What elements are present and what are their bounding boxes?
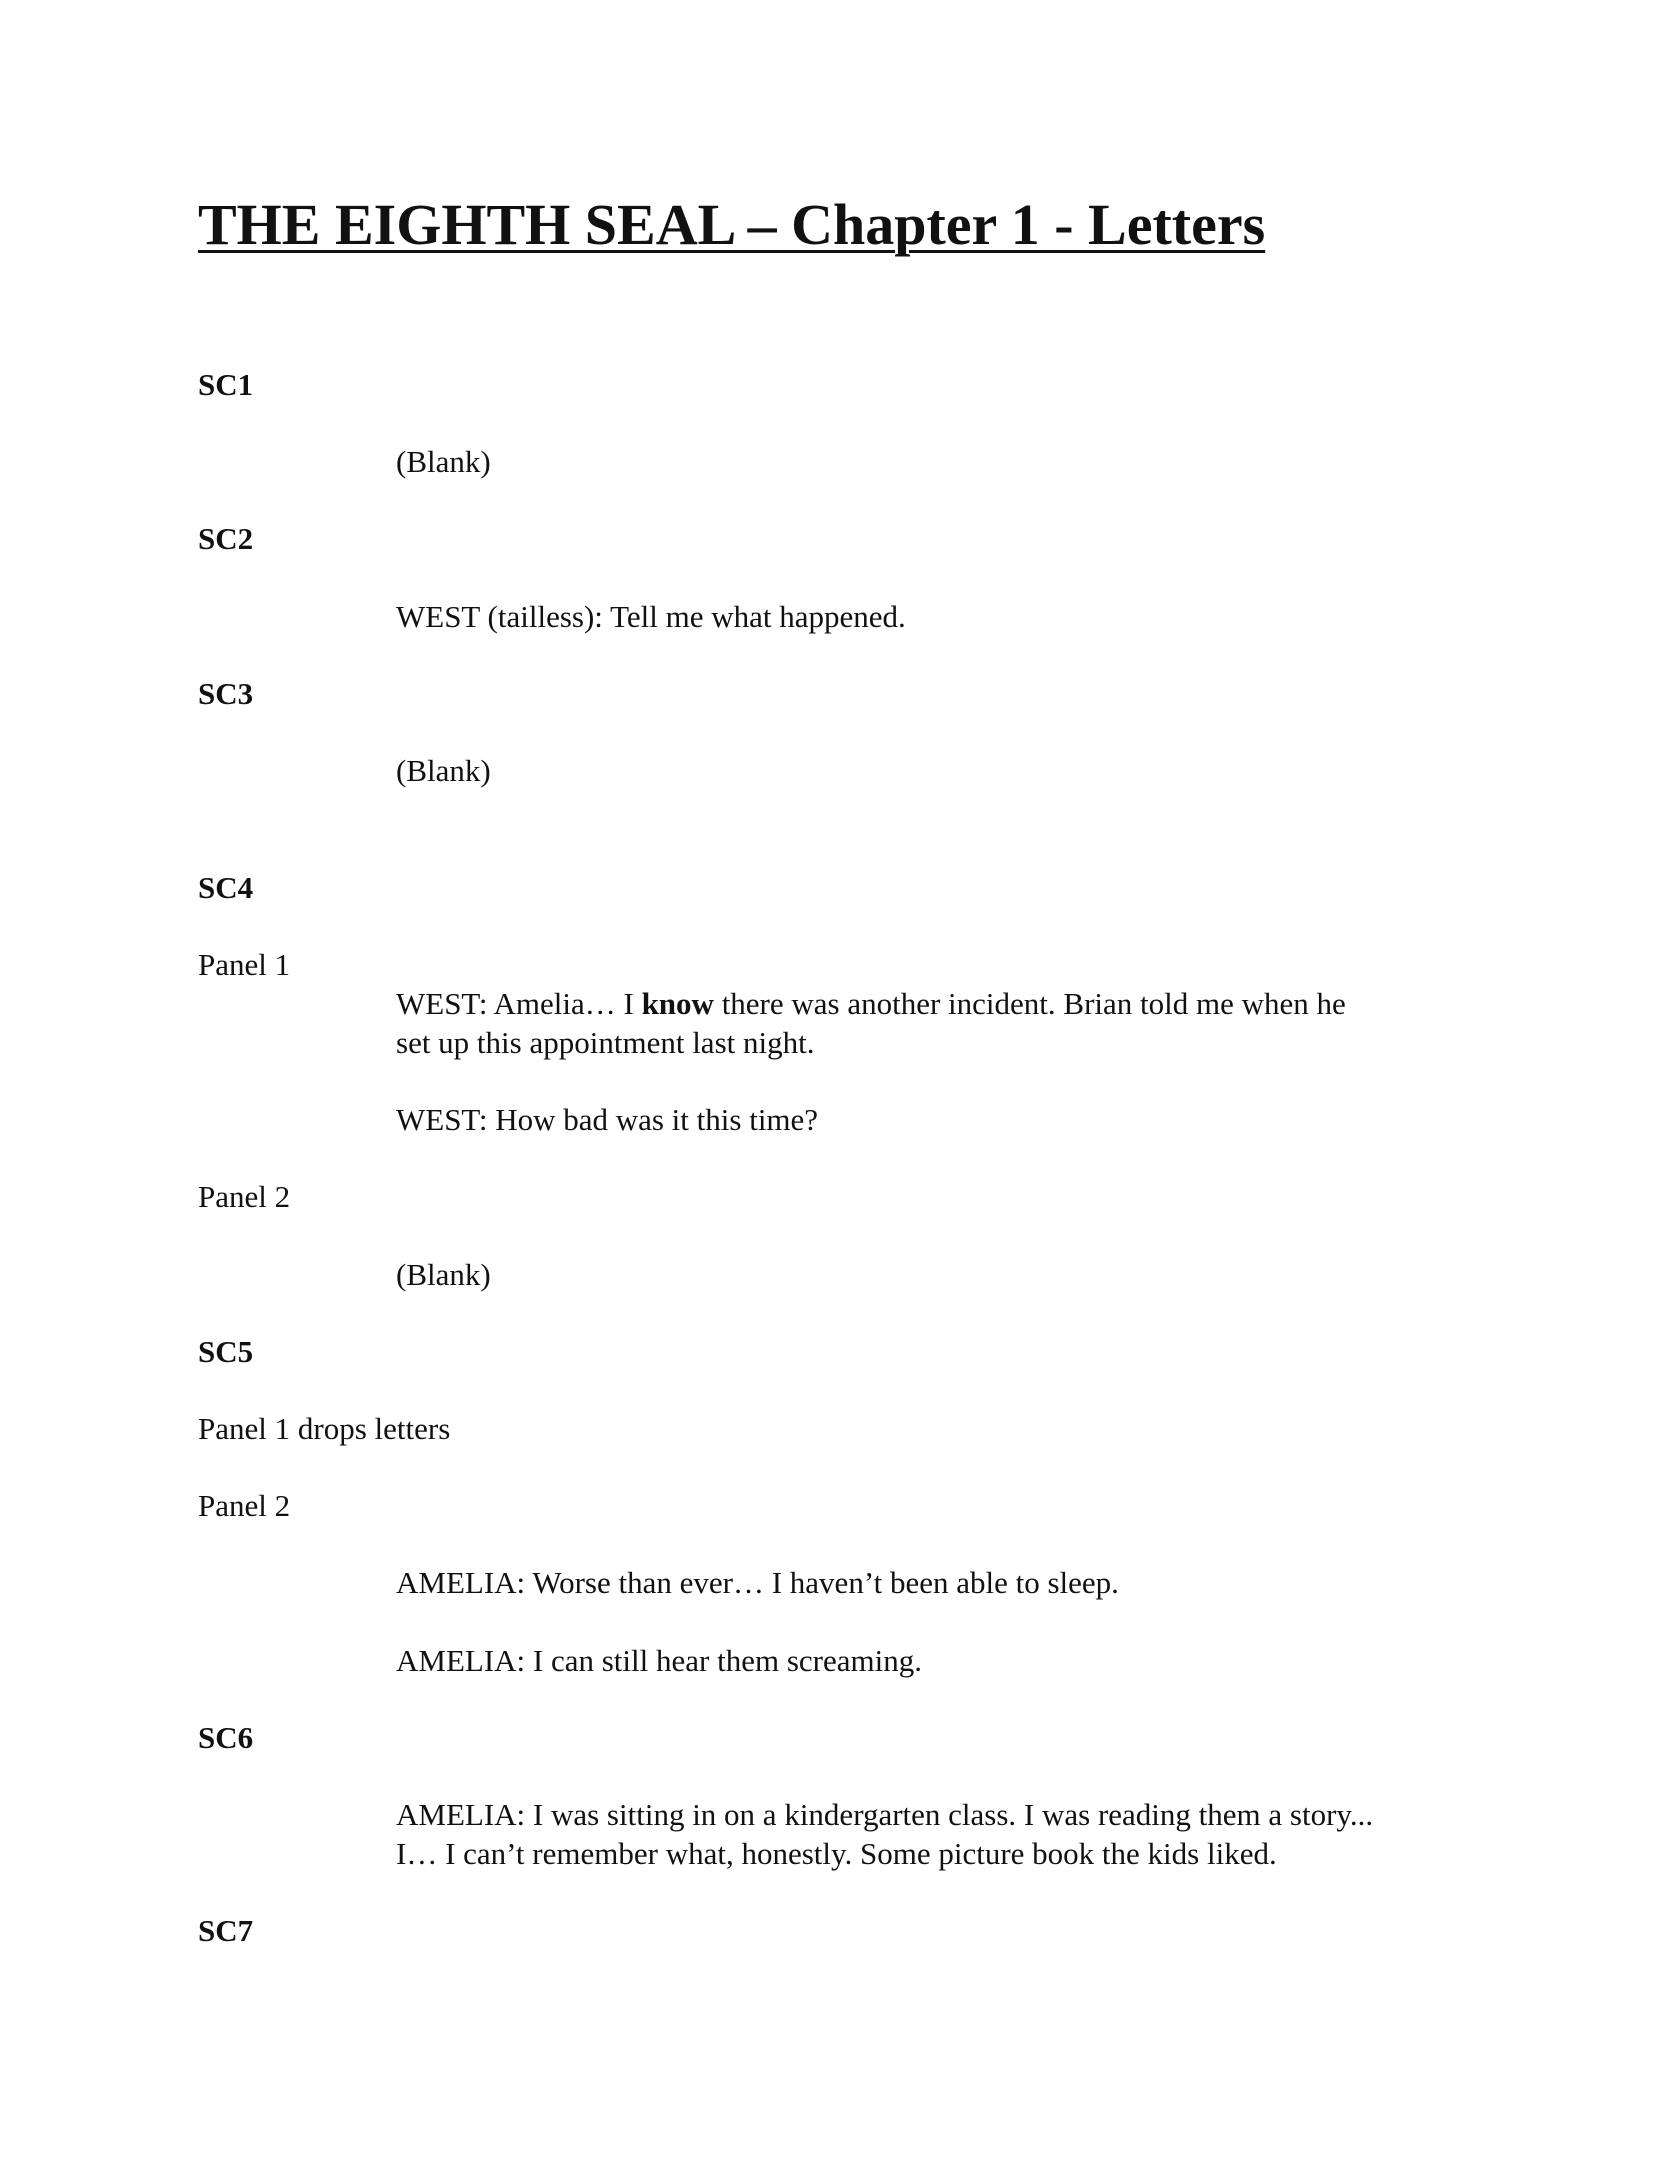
dialogue-line: AMELIA: I can still hear them screaming. [396, 1643, 922, 1678]
dialogue-line: AMELIA: I was sitting in on a kindergarten class. I was reading them a story... [396, 1797, 1374, 1832]
scene-body-sc3: (Blank) [396, 753, 491, 788]
scene-heading-sc1: SC1 [198, 367, 254, 402]
scene-body-sc1: (Blank) [396, 444, 491, 479]
document-title: THE EIGHTH SEAL – Chapter 1 - Letters [198, 192, 1266, 257]
scene-heading-sc3: SC3 [198, 676, 254, 711]
emphasis-text: know [641, 986, 714, 1021]
dialogue-line: AMELIA: Worse than ever… I haven’t been able to sleep. [396, 1565, 1119, 1600]
scene-heading-sc4: SC4 [198, 870, 254, 905]
scene-heading-sc7: SC7 [198, 1913, 254, 1948]
dialogue-text: there was another incident. Brian told me when he [721, 986, 1346, 1021]
panel-label: Panel 1 drops letters [198, 1411, 451, 1446]
dialogue-line: WEST: How bad was it this time? [396, 1102, 819, 1137]
panel-label: Panel 2 [198, 1488, 291, 1523]
panel-label: Panel 1 [198, 947, 291, 982]
panel-body: (Blank) [396, 1257, 491, 1292]
dialogue-line: set up this appointment last night. [396, 1025, 815, 1060]
dialogue-line: I… I can’t remember what, honestly. Some picture book the kids liked. [396, 1836, 1277, 1871]
scene-heading-sc2: SC2 [198, 521, 254, 556]
dialogue-line [396, 984, 1346, 1023]
panel-label: Panel 2 [198, 1179, 291, 1214]
dialogue-text: WEST: Amelia… I [396, 986, 634, 1021]
scene-heading-sc5: SC5 [198, 1334, 254, 1369]
dialogue-line: WEST (tailless): Tell me what happened. [396, 599, 906, 634]
scene-heading-sc6: SC6 [198, 1720, 254, 1755]
